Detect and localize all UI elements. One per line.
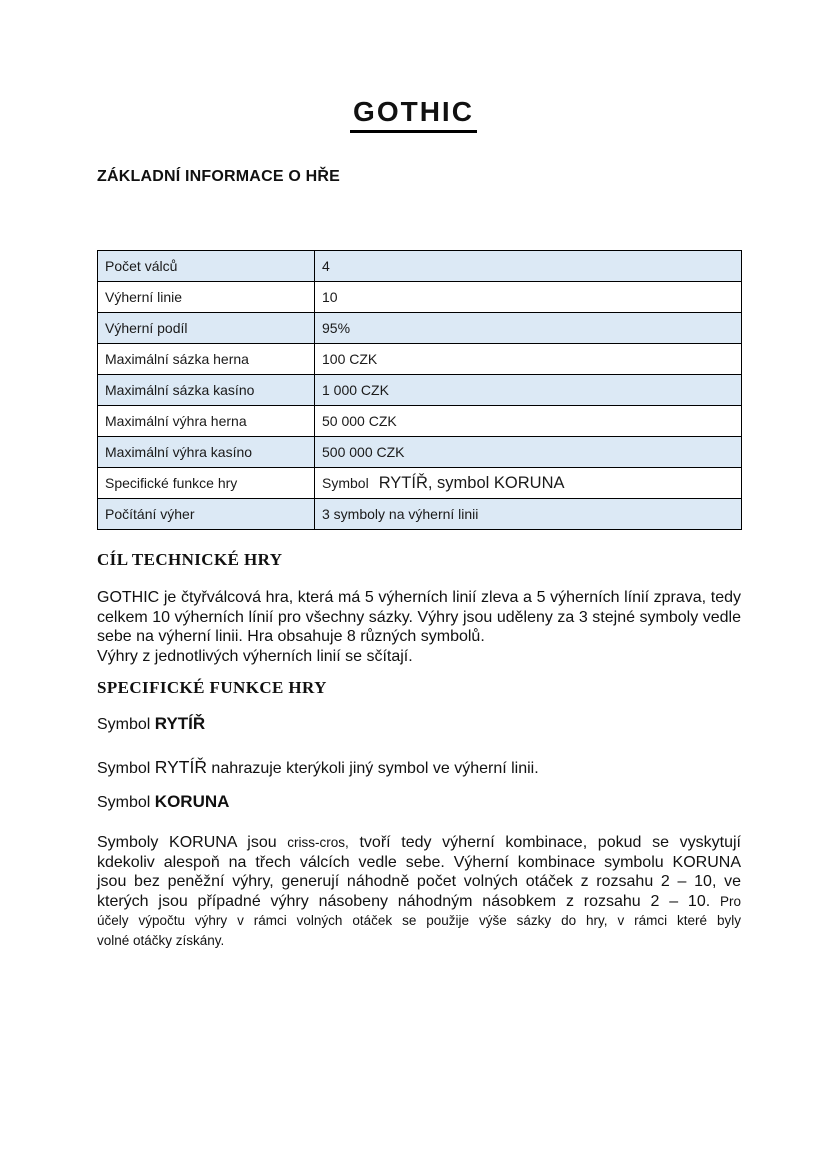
table-row bbox=[98, 468, 742, 499]
table-row bbox=[98, 437, 742, 468]
text-line bbox=[97, 833, 741, 853]
cell-label: Maximální výhra herna bbox=[98, 406, 315, 437]
paragraph-rytir-description bbox=[97, 758, 539, 779]
cell-label: Maximální sázka kasíno bbox=[98, 375, 315, 406]
section-heading-goal: CÍL TECHNICKÉ HRY bbox=[97, 550, 283, 569]
text-run: kterých jsou případné výhry násobeny náhodným násobkem z rozsahu 2 – 10. bbox=[97, 892, 720, 910]
symbol-word: Symbol bbox=[97, 794, 155, 811]
table-row bbox=[98, 406, 742, 437]
symbol-name-rytir: RYTÍŘ bbox=[154, 714, 206, 733]
text-run: Symboly KORUNA jsou bbox=[97, 834, 288, 851]
title-container bbox=[0, 97, 827, 133]
text-line: volné otáčky získány. bbox=[97, 932, 225, 948]
text-line: Výhry z jednotlivých výherních linií se sčítají. bbox=[97, 647, 413, 665]
cell-value: 100 CZK bbox=[315, 344, 742, 375]
text-line: jsou bez peněžní výhry, generují náhodně počet volných otáček z rozsahu 2 – 10, ve bbox=[97, 873, 741, 891]
rytir-desc-name: RYTÍŘ bbox=[154, 757, 207, 777]
cell-label: Počítání výher bbox=[98, 499, 315, 530]
cell-label: Výherní linie bbox=[98, 282, 315, 313]
rytir-desc-rest: nahrazuje kterýkoli jiný symbol ve výherní linii. bbox=[206, 760, 539, 777]
cell-label: Specifické funkce hry bbox=[98, 468, 315, 499]
cell-label: Maximální výhra kasíno bbox=[98, 437, 315, 468]
table-row bbox=[98, 251, 742, 282]
text-run-small: criss-cros, bbox=[287, 835, 349, 850]
text-line: GOTHIC je čtyřválcová hra, která má 5 výherních linií zleva a 5 výherních línií zprava, tedy bbox=[97, 589, 741, 606]
subheading-symbol-koruna bbox=[97, 792, 229, 813]
table-row bbox=[98, 282, 742, 313]
cell-value: 3 symboly na výherní linii bbox=[315, 499, 742, 530]
text-run-small: Pro bbox=[719, 893, 741, 909]
text-line: kdekoliv alespoň na třech válcích vedle sebe. Výherní kombinace symbolu KORUNA bbox=[97, 853, 741, 871]
text-line: celkem 10 výherních línií pro všechny sázky. Výhry jsou uděleny za 3 stejné symboly vedle bbox=[97, 608, 741, 626]
symbol-name-koruna: KORUNA bbox=[154, 792, 230, 811]
cell-value: 1 000 CZK bbox=[315, 375, 742, 406]
cell-value: 10 bbox=[315, 282, 742, 313]
info-table bbox=[97, 250, 742, 530]
text-run: tvoří tedy výherní kombinace, pokud se vyskytují bbox=[348, 834, 741, 851]
subheading-symbol-rytir bbox=[97, 714, 205, 735]
cell-value: 50 000 CZK bbox=[315, 406, 742, 437]
symbol-word: Symbol bbox=[97, 716, 155, 733]
table-row bbox=[98, 344, 742, 375]
rytir-desc-prefix: Symbol bbox=[97, 760, 155, 777]
text-line bbox=[97, 892, 741, 912]
cell-label: Maximální sázka herna bbox=[98, 344, 315, 375]
table-row bbox=[98, 375, 742, 406]
cell-value-prefix: Symbol bbox=[322, 474, 369, 491]
table-row bbox=[98, 499, 742, 530]
cell-value bbox=[315, 468, 742, 499]
cell-value: 95% bbox=[315, 313, 742, 344]
text-line: sebe na výherní linii. Hra obsahuje 8 různých symbolů. bbox=[97, 628, 485, 646]
cell-value: 500 000 CZK bbox=[315, 437, 742, 468]
paragraph-koruna bbox=[97, 833, 741, 951]
cell-value-symbols: RYTÍŘ, symbol KORUNA bbox=[378, 473, 565, 492]
cell-label: Výherní podíl bbox=[98, 313, 315, 344]
text-line: účely výpočtu výhry v rámci volných otáček se použije výše sázky do hry, v rámci které byly bbox=[97, 913, 741, 929]
cell-value: 4 bbox=[315, 251, 742, 282]
cell-label: Počet válců bbox=[98, 251, 315, 282]
section-heading-basic-info: ZÁKLADNÍ INFORMACE O HŘE bbox=[97, 168, 341, 185]
table-row bbox=[98, 313, 742, 344]
doc-title: GOTHIC bbox=[350, 97, 477, 133]
section-heading-specific-functions: SPECIFICKÉ FUNKCE HRY bbox=[97, 678, 327, 697]
paragraph-goal bbox=[97, 588, 741, 666]
